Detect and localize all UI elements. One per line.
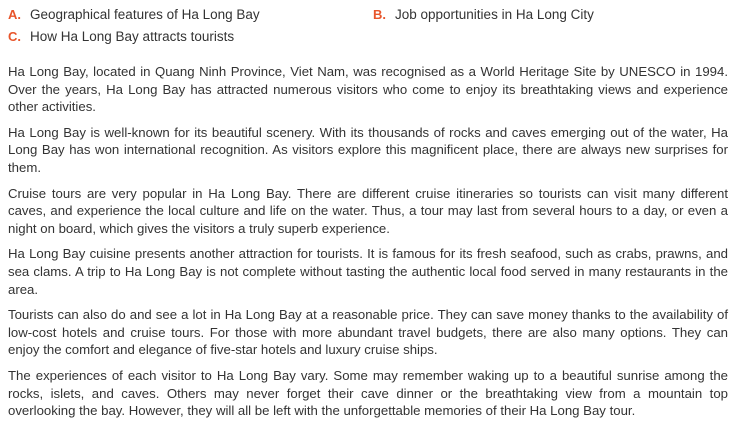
option-a-text: Geographical features of Ha Long Bay xyxy=(30,7,260,22)
passage-paragraph-1: Ha Long Bay, located in Quang Ninh Province, Viet Nam, was recognised as a World Heritage Site by UNESCO in 1994. Over the years, Ha Long Bay has attracted numerous visitors who come to enjoy its breathtaking views and experience other activities. xyxy=(8,64,728,115)
option-b-text: Job opportunities in Ha Long City xyxy=(395,7,594,22)
option-b-letter: B. xyxy=(373,7,386,22)
reading-passage xyxy=(8,63,728,428)
option-c[interactable] xyxy=(8,28,234,46)
option-a[interactable] xyxy=(8,6,260,24)
answer-options xyxy=(0,0,740,50)
option-c-text: How Ha Long Bay attracts tourists xyxy=(30,29,235,44)
option-c-letter: C. xyxy=(8,29,21,44)
passage-paragraph-5: Tourists can also do and see a lot in Ha Long Bay at a reasonable price. They can save money thanks to the availability of low-cost hotels and cruise tours. For those with more abundant travel budgets, there are also many options. They can enjoy the comfort and elegance of five-star hotels and luxury cruise ships. xyxy=(8,307,728,358)
passage-paragraph-4: Ha Long Bay cuisine presents another attraction for tourists. It is famous for its fresh seafood, such as crabs, prawns, and sea clams. A trip to Ha Long Bay is not complete without tasting the authentic local food served in many restaurants in the area. xyxy=(8,246,728,297)
passage-paragraph-2: Ha Long Bay is well-known for its beautiful scenery. With its thousands of rocks and caves emerging out of the water, Ha Long Bay has won international recognition. As visitors explore this magnificent place, there are always new surprises for them. xyxy=(8,124,728,175)
option-a-letter: A. xyxy=(8,7,21,22)
passage-paragraph-3: Cruise tours are very popular in Ha Long Bay. There are different cruise itineraries so tourists can visit many different caves, and experience the local culture and life on the water. Thus, a tour may last from several hours to a day, or even a night on board, which gives the visitors a truly superb experience. xyxy=(8,185,728,236)
passage-paragraph-6: The experiences of each visitor to Ha Long Bay vary. Some may remember waking up to a beautiful sunrise among the rocks, islets, and caves. Others may never forget their cave dinner or the breathtaking view from a mountain top overlooking the bay. However, they will all be left with the unforgettable memories of their Ha Long Bay tour. xyxy=(8,367,728,419)
option-b[interactable] xyxy=(373,6,594,24)
